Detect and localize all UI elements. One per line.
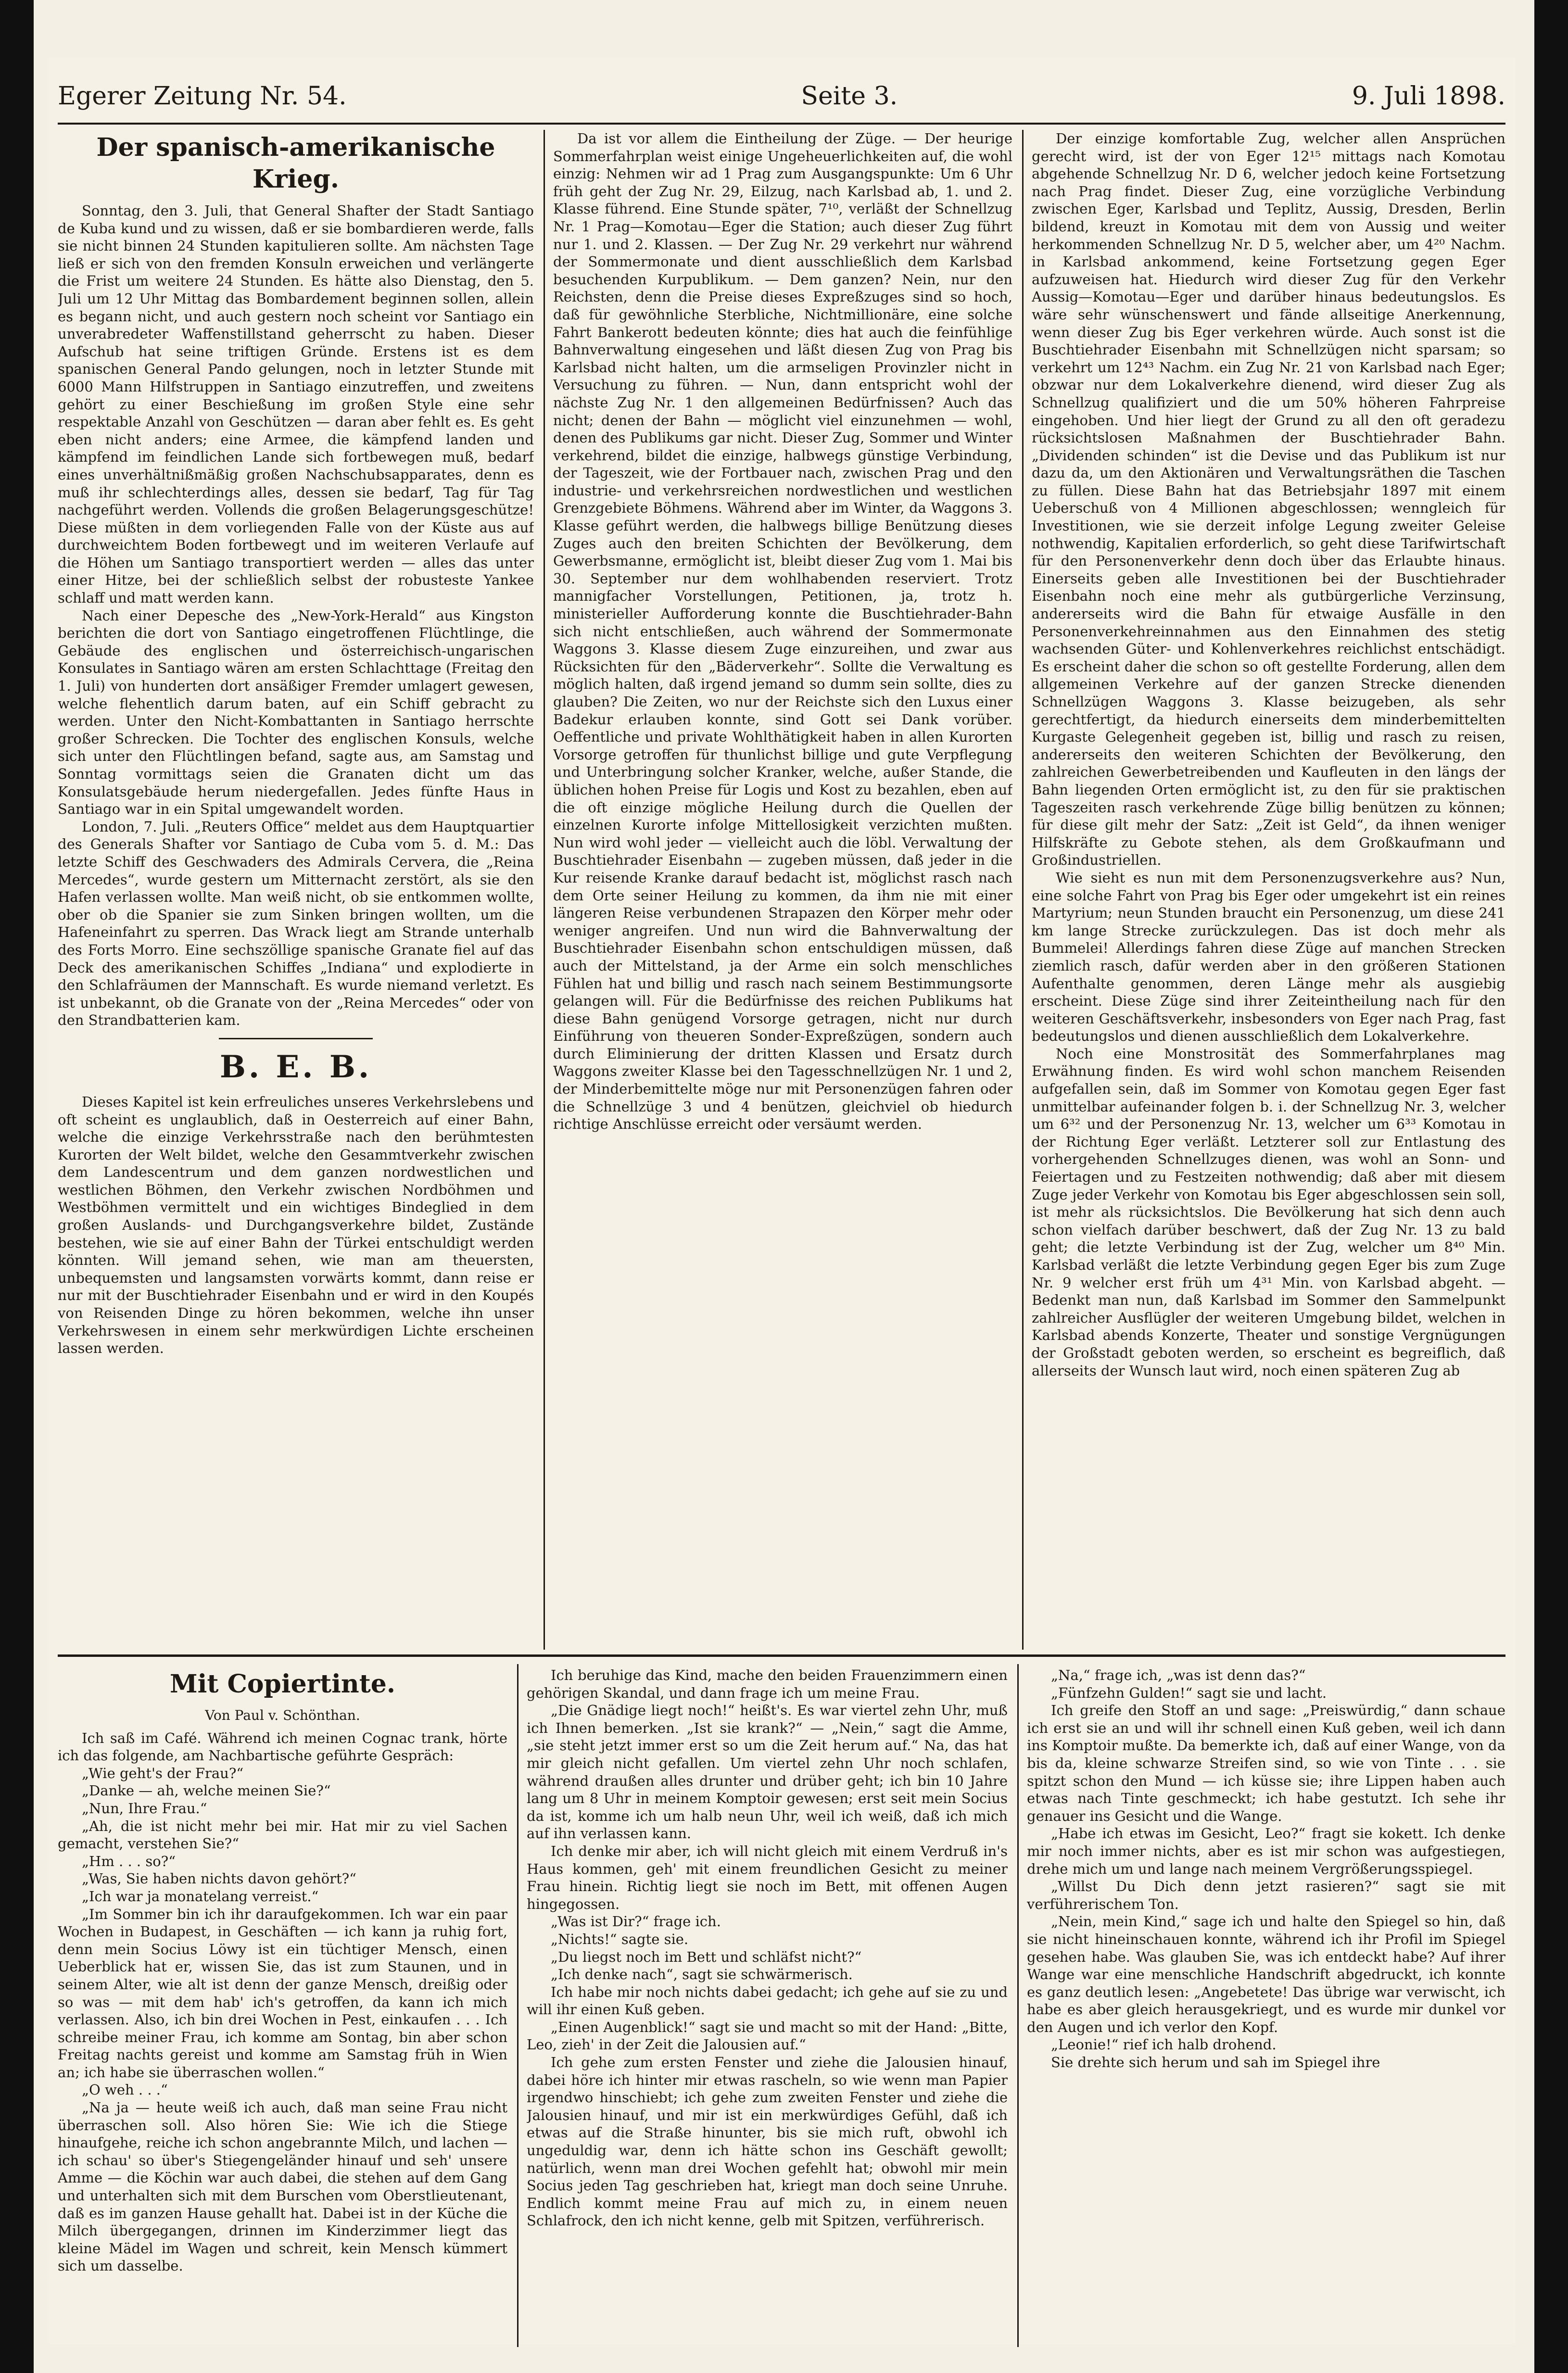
feuilleton-paragraph: Sie drehte sich herum und sah im Spiegel ihre (1051, 2054, 1380, 2071)
war-article-paragraph: Sonntag, den 3. Juli, that General Shafter der Stadt Santiago de Kuba kund und zu wissen, daß er sie bombardieren werde, falls sie nicht binnen 24 Stunden kapitulieren sollte. Am nächsten Tage ließ er sich von den fremden Konsuln erweichen und verlängerte die Frist um weitere 24 Stunden. Es hätte also Dienstag, den 5. Juli um 12 Uhr Mittag das Bombardement beginnen sollen, allein es begann nicht, und auch gestern noch scheint vor Santiago ein unverabredeter Waffenstillstand geherrscht zu haben. Dieser Aufschub hat seine triftigen Gründe. Erstens ist es dem spanischen General Pando gelungen, noch in letzter Stunde mit 6000 Mann Hilfstruppen in Santiago einzutreffen, und zweitens gehört zu einer Beschießung im großen Style eine sehr respektable Anzahl von Geschützen — daran aber fehlt es. Es geht eben nicht anders; eine Armee, die kämpfend landen und kämpfend im feindlichen Lande sich fortbewegen muß, bedarf eines unverhältnißmäßig großen Nachschubsapparates, denn es muß ihr schlechterdings alles, dessen sie bedarf, Tag für Tag nachgeführt werden. Vollends die großen Belagerungsgeschütze! Diese müßten in dem vorliegenden Falle von der Küste aus auf durchweichtem Boden fortbewegt und im weiteren Verlaufe auf die Höhen um Santiago transportiert werden — alles das unter einer Hitze, bei der schließlich selbst der robusteste Yankee schlaff und matt werden kann. (58, 202, 534, 606)
feuilleton-paragraph: „Na ja — heute weiß ich auch, daß man seine Frau nicht überraschen soll. Also hören Sie: Wie ich die Stiege hinaufgehe, reiche ich schon angebrannte Milch, und lachen — ich schau' so über's Stiegengeländer hinauf und seh' unsere Amme — die Köchin war auch dabei, die stehen auf dem Gang und unterhalten sich mit dem Burschen vom Oberstlieutenant, daß es im ganzen Hause gehallt hat. Dabei ist in der Küche die Milch übergegangen, drinnen im Kinderzimmer liegt das kleine Mädel im Wagen und schreit, kein Mensch kümmert sich um dasselbe. (58, 2099, 507, 2274)
feuilleton-byline: Von Paul v. Schönthan. (205, 1707, 360, 1723)
beb-article-paragraph: Noch eine Monstrosität des Sommerfahrplanes mag Erwähnung finden. Es wird wohl schon manchem Reisenden aufgefallen sein, daß im Sommer von Komotau gegen Eger fast unmittelbar aufeinander folgen b. i. der Schnellzug Nr. 3, welcher um 6³² und der Personenzug Nr. 13, welcher um 6³³ Komotau in der Richtung Eger verläßt. Letzterer soll zur Entlastung des vorhergehenden Schnellzuges dienen, was wohl an Sonn- und Feiertagen und zu Festzeiten nothwendig; daß aber mit diesem Zuge jeder Verkehr von Komotau bis Eger abgeschlossen sein soll, ist mehr als rücksichtslos. Die Bevölkerung hat sich denn auch schon vielfach darüber beschwert, daß der Zug Nr. 13 zu bald geht; die letzte Verbindung ist der Zug, welcher um 8⁴⁰ Min. Karlsbad verläßt die letzte Verbindung gegen Eger bis zum Zuge Nr. 9 welcher erst früh um 4³¹ Min. von Karlsbad abgeht. — Bedenkt man nun, daß Karlsbad im Sommer den Sammelpunkt zahlreicher Ausflügler der weiteren Umgebung bildet, welchen in Karlsbad abends Konzerte, Theater und sonstige Vergnügungen der Großstadt geboten werden, so erscheint es begreiflich, daß allerseits der Wunsch laut wird, noch einen späteren Zug ab (1032, 1045, 1505, 1379)
feuilleton-paragraph: „Hm . . . so?“ (82, 1853, 176, 1869)
feuilleton-paragraph: „Na,“ frage ich, „was ist denn das?“ (1051, 1667, 1306, 1683)
column-1 (58, 130, 534, 1652)
newspaper-sheet (48, 58, 1515, 2344)
masthead (58, 82, 1505, 111)
column-rule (1017, 1664, 1019, 2347)
feuilleton-paragraph: „Nun, Ihre Frau.“ (82, 1800, 207, 1817)
issue-date: 9. Juli 1898. (1352, 82, 1505, 111)
feuilleton-paragraph: „Nichts!“ sagte sie. (551, 1931, 689, 1947)
war-article-paragraph: Nach einer Depesche des „New-York-Herald“ aus Kingston berichten die dort von Santiago eingetroffenen Flüchtlinge, die Gebäude des englischen und österreichisch-ungarischen Konsulates in Santiago wären am ersten Schlachttage (Freitag den 1. Juli) von hunderten dort ansäßiger Fremder umlagert gewesen, welche flehentlich darum baten, auf ein Schiff gebracht zu werden. Unter den Nicht-Kombattanten in Santiago herrschte großer Schrecken. Die Tochter des englischen Konsuls, welche sich unter den Flüchtlingen befand, sagte aus, am Samstag und Sonntag vormittags seien die Granaten dicht um das Konsulatsgebäude herum niedergefallen. Jedes fünfte Haus in Santiago war in ein Spital umgewandelt worden. (58, 607, 534, 818)
feuilleton-paragraph: „Habe ich etwas im Gesicht, Leo?“ fragt sie kokett. Ich denke mir noch immer nichts, aber es ist mir schon was aufgestiegen, drehe mich um und lange nach meinem Vergrößerungsspiegel. (1027, 1825, 1505, 1877)
feuilleton-paragraph: „Ich war ja monatelang verreist.“ (82, 1888, 319, 1905)
feuilleton-column-2 (527, 1666, 1008, 2340)
page-number: Seite 3. (801, 82, 898, 111)
feuilleton-paragraph: Ich gehe zum ersten Fenster und ziehe die Jalousien hinauf, dabei höre ich hinter mir etwas rascheln, so wie wenn man Papier irgendwo hinschiebt; ich gehe zum zweiten Fenster und ziehe die Jalousien hinauf, und mir ist ein merkwürdiges Gefühl, daß ich etwas auf die Straße hinunter, bis sie mich ruft, obwohl ich ungeduldig war, denn ich hätte schon ins Geschäft gewollt; natürlich, wenn man drei Wochen gefehlt hat; obwohl mir mein Socius jeden Tag geschrieben hat, kriegt man doch seine Unruhe. Endlich kommt meine Frau auf mich zu, in einem neuen Schlafrock, den ich nicht kenne, gelb mit Spitzen, verführerisch. (527, 2054, 1008, 2229)
feuilleton-paragraph: Ich greife den Stoff an und sage: „Preiswürdig,“ dann schaue ich erst sie an und will ihr schnell einen Kuß geben, weil ich dann ins Komptoir mußte. Da bemerkte ich, daß auf einer Wange, von da bis da, kleine schwarze Streifen sind, so wie von Tinte . . . sie spitzt schon den Mund — ich küsse sie; ihre Lippen haben auch etwas nach Tinte geschmeckt; ich habe gestutzt. Ich sehe ihr genauer ins Gesicht und die Wange. (1027, 1702, 1505, 1824)
war-article-title: Der spanisch-amerikanische Krieg. (96, 133, 495, 194)
feuilleton-paragraph: Ich denke mir aber, ich will nicht gleich mit einem Verdruß in's Haus kommen, geh' mit einem freundlichen Gesicht zu meiner Frau hinein. Richtig liegt sie noch im Bett, mit offenen Augen hingegossen. (527, 1843, 1008, 1912)
feuilleton-paragraph: „Wie geht's der Frau?“ (82, 1765, 244, 1781)
feuilleton-paragraph: „Willst Du Dich denn jetzt rasieren?“ sagt sie mit verführerischem Ton. (1027, 1878, 1505, 1912)
feuilleton-paragraph: „Einen Augenblick!“ sagt sie und macht so mit der Hand: „Bitte, Leo, zieh' in der Zeit die Jalousien auf.“ (527, 2019, 1008, 2053)
masthead-rule (58, 123, 1505, 125)
feuilleton-paragraph: „Ich denke nach“, sagt sie schwärmerisch. (551, 1966, 853, 1983)
paper-issue: Egerer Zeitung Nr. 54. (58, 82, 347, 111)
feuilleton-paragraph: „Die Gnädige liegt noch!“ heißt's. Es war viertel zehn Uhr, muß ich Ihnen bemerken. „Ist sie krank?“ — „Nein,“ sagt die Amme, „sie steht jetzt immer erst so um die Zeit herum auf.“ Na, das hat mir gleich nicht gefallen. Um viertel zehn Uhr noch schlafen, während draußen alles drunter und drüber geht; ich bin 10 Jahre lang um 8 Uhr in meinem Komptoir gewesen; erst seit mein Socius da ist, komme ich um halb neun Uhr, weil ich weiß, daß ich mich auf ihn verlassen kann. (527, 1702, 1008, 1842)
feuilleton-paragraph: „Nein, mein Kind,“ sage ich und halte den Spiegel so hin, daß sie nicht hineinschauen konnte, während ich ihr Profil im Spiegel gesehen habe. Was glauben Sie, was ich entdeckt habe? Auf ihrer Wange war eine menschliche Handschrift abgedruckt, ich konnte es ganz deutlich lesen: „Angebetete! Das übrige war verwischt, ich habe es aber gleich herausgekriegt, und es wurde mir dunkel vor den Augen und ich verlor den Kopf. (1027, 1913, 1505, 2035)
beb-article-paragraph: Da ist vor allem die Eintheilung der Züge. — Der heurige Sommerfahrplan weist einige Ungeheuerlichkeiten auf, die wohl einzig: Nehmen wir ad 1 Prag zum Ausgangspunkte: Um 6 Uhr früh geht der Zug Nr. 29, Eilzug, nach Karlsbad ab, 1. und 2. Klasse führend. Eine Stunde später, 7¹⁰, verläßt der Schnellzug Nr. 1 Prag—Komotau—Eger die Station; auch dieser Zug führt nur 1. und 2. Klassen. — Der Zug Nr. 29 verkehrt nur während der Sommermonate und dient ausschließlich dem Karlsbad besuchenden Kurpublikum. — Dem ganzen? Nein, nur den Reichsten, denn die Preise dieses Expreßzuges sind so hoch, daß für gewöhnliche Sterbliche, Nichtmillionäre, eine solche Fahrt Bankerott bedeuten könnte; dies hat auch die feinfühlige Bahnverwaltung eingesehen und läßt diesen Zug von Prag bis Karlsbad nicht halten, um die armseligen Provinzler nicht in Versuchung zu führen. — Nun, dann entspricht wohl der nächste Zug Nr. 1 den allgemeinen Bedürfnissen? Auch das nicht; denen der Bahn — möglicht viel einzunehmen — wohl, denen des Publikums gar nicht. Dieser Zug, Sommer und Winter verkehrend, bildet die einzige, halbwegs günstige Verbindung, der Tageszeit, wie der Fortbauer nach, zwischen Prag und den industrie- und verkehrsreichen nordwestlichen und westlichen Grenzgebiete Böhmens. Während aber im Winter, da Waggons 3. Klasse geführt werden, die halbwegs billige Benützung dieses Zuges auch den breiten Schichten der Bevölkerung, dem Gewerbsmanne, ermöglicht ist, bleibt dieser Zug vom 1. Mai bis 30. September nur dem wohlhabenden reserviert. Trotz mannigfacher Vorstellungen, Petitionen, ja, trotz h. ministerieller Aufforderung konnte die Buschtiehrader-Bahn sich nicht entschließen, auch während der Sommermonate Waggons 3. Klasse diesem Zuge einzureihen, und zwar aus Rücksichten für den „Bäderverkehr“. Sollte die Verwaltung es möglich halten, daß irgend jemand so dumm sein sollte, dies zu glauben? Die Zeiten, wo nur der Reichste sich den Luxus einer Badekur erlauben konnte, sind Gott sei Dank vorüber. Oeffentliche und private Wohlthätigkeit haben in allen Kurorten Vorsorge getroffen für thunlichst billige und gute Verpflegung und Unterbringung solcher Kranker, welche, außer Stande, die üblichen hohen Preise für Logis und Kost zu bezahlen, eben auf die oft einzige mögliche Heilung durch die Quellen der einzelnen Kurorte infolge Mittellosigkeit verzichten mußten. Nun wird wohl jeder — vielleicht auch die löbl. Verwaltung der Buschtiehrader Eisenbahn — zugeben müssen, daß jeder in die Kur reisende Kranke darauf bedacht ist, möglichst rasch nach dem Orte seiner Heilung zu kommen, da ihm nie mit einer längeren Reise verbundenen Strapazen den Körper mehr oder weniger angreifen. Und nun wird die Bahnverwaltung der Buschtiehrader Eisenbahn schon entschuldigen müssen, daß auch der Mittelstand, ja der Arme ein solch menschliches Fühlen hat und billig und rasch nach seinem Bestimmungsorte gelangen will. Für die Bedürfnisse des reichen Publikums hat diese Bahn genügend Vorsorge getragen, nicht nur durch Einführung von theueren Sonder-Expreßzügen, sondern auch durch Eliminierung der dritten Klassen und Ersatz durch Waggons zweiter Klasse bei den Tagesschnellzügen Nr. 1 und 2, der Minderbemittelte möge nur mit Personenzügen fahren oder die Schnellzüge 3 und 4 benützen, gleichviel ob hiedurch richtige Anschlüsse erreicht oder versäumt werden. (553, 130, 1012, 1133)
feuilleton-paragraph: „Fünfzehn Gulden!“ sagt sie und lacht. (1051, 1684, 1327, 1701)
feuilleton-title: Mit Copiertinte. (170, 1669, 395, 1699)
feuilleton-paragraph: „Ah, die ist nicht mehr bei mir. Hat mir zu viel Sachen gemacht, verstehen Sie?“ (58, 1818, 507, 1852)
feuilleton-paragraph: Ich beruhige das Kind, mache den beiden Frauenzimmern einen gehörigen Skandal, und dann frage ich um meine Frau. (527, 1667, 1008, 1701)
beb-article-title: B. E. B. (219, 1048, 372, 1085)
column-rule (517, 1664, 518, 2347)
feuilleton-paragraph: „Leonie!“ rief ich halb drohend. (1051, 2036, 1277, 2053)
feuilleton-paragraph: „Danke — ah, welche meinen Sie?“ (82, 1782, 331, 1799)
feuilleton-paragraph: „Du liegst noch im Bett und schläfst nicht?“ (551, 1948, 862, 1965)
scan-border-right (1534, 0, 1568, 2373)
column-3 (1032, 130, 1505, 1652)
feuilleton-paragraph: „Im Sommer bin ich ihr daraufgekommen. Ich war ein paar Wochen in Budapest, in Geschäften — ich kann ja ruhig fort, denn mein Socius Löwy ist ein tüchtiger Mensch, einen Ueberblick hat er, wissen Sie, das ist zum Staunen, und in seinem Alter, wie alt ist denn der ganze Mensch, dreißig oder so was — mit dem hab' ich's getroffen, da kann ich mich verlassen. Also, ich bin drei Wochen in Pest, einkaufen . . . Ich schreibe meiner Frau, ich komme am Sontag, bin aber schon Freitag nachts gereist und komme am Samstag früh in Wien an; ich habe sie überraschen wollen.“ (58, 1906, 507, 2081)
feuilleton-paragraph: Ich saß im Café. Während ich meinen Cognac trank, hörte ich das folgende, am Nachbartische geführte Gespräch: (58, 1729, 507, 1764)
article-divider (219, 1038, 373, 1039)
war-article-paragraph: London, 7. Juli. „Reuters Office“ meldet aus dem Hauptquartier des Generals Shafter vor Santiago de Cuba vom 5. d. M.: Das letzte Schiff des Geschwaders des Admirals Cervera, die „Reina Mercedes“, wurde gestern um Mitternacht zerstört, als sie den Hafen verlassen wollte. Man weiß nicht, ob sie entkommen wollte, ober ob die Spanier sie zum Sinken bringen wollten, um die Hafeneinfahrt zu sperren. Das Wrack liegt am Strande unterhalb des Forts Morro. Eine sechszöllige spanische Granate fiel auf das Deck des amerikanischen Schiffes „Indiana“ und explodierte in den Schlafräumen der Mannschaft. Es wurde niemand verletzt. Es ist unbekannt, ob die Granate von der „Reina Mercedes“ oder von den Strandbatterien kam. (58, 818, 534, 1029)
feuilleton-paragraph: „Was ist Dir?“ frage ich. (551, 1913, 721, 1930)
beb-article-paragraph: Wie sieht es nun mit dem Personenzugsverkehre aus? Nun, eine solche Fahrt von Prag bis Eger oder umgekehrt ist ein reines Martyrium; neun Stunden braucht ein Personenzug, um diese 241 km lange Strecke zurückzulegen. Das ist doch mehr als Bummelei! Allerdings fahren diese Züge auf manchen Strecken ziemlich rasch, dafür werden aber in den größeren Stationen Aufenthalte genommen, deren Länge mehr als ausgiebig erscheint. Diese Züge sind ihrer Zeiteintheilung nach für den weiteren Geschäftsverkehr, insbesonders von Eger nach Prag, fast bedeutungslos und dienen ausschließlich dem Lokalverkehre. (1032, 869, 1505, 1045)
column-2 (553, 130, 1012, 1652)
column-rule (1022, 130, 1024, 1650)
scan-border-left (0, 0, 34, 2373)
feuilleton-separator-rule (58, 1654, 1505, 1657)
feuilleton-paragraph: „Was, Sie haben nichts davon gehört?“ (82, 1870, 356, 1887)
beb-article-paragraph: Dieses Kapitel ist kein erfreuliches unseres Verkehrslebens und oft scheint es unglaublich, daß in Oesterreich auf einer Bahn, welche die einzige Verkehrsstraße nach den berühmtesten Kurorten der Welt bildet, welche den Gesammtverkehr zwischen dem Landescentrum und dem ganzen nordwestlichen und westlichen Böhmen, den Verkehr zwischen Nordböhmen und Westböhmen vermittelt und ein wichtiges Bindeglied in dem großen Auslands- und Durchgangsverkehre bildet, Zustände bestehen, wie sie auf einer Bahn der Türkei entschuldigt werden könnten. Will jemand sehen, wie man am theuersten, unbequemsten und langsamsten vorwärts kommt, dann reise er nur mit der Buschtiehrader Eisenbahn und er wird in den Koupés von Reisenden Dinge zu hören bekommen, welche ihn unser Verkehrswesen in einem sehr merkwürdigen Lichte erscheinen lassen werden. (58, 1093, 534, 1357)
feuilleton-paragraph: Ich habe mir noch nichts dabei gedacht; ich gehe auf sie zu und will ihr einen Kuß geben. (527, 1983, 1008, 2018)
beb-article-paragraph: Der einzige komfortable Zug, welcher allen Ansprüchen gerecht wird, ist der von Eger 12¹⁵ mittags nach Komotau abgehende Schnellzug Nr. D 6, welcher jedoch keine Fortsetzung nach Prag findet. Dieser Zug, eine vorzügliche Verbindung zwischen Eger, Karlsbad und Teplitz, Aussig, Dresden, Berlin bildend, kreuzt in Komotau mit dem von Aussig und weiter herkommenden Schnellzug Nr. D 5, welcher aber, um 4²⁰ Nachm. in Karlsbad ankommend, keine Fortsetzung gegen Eger aufzuweisen hat. Hiedurch wird dieser Zug für den Verkehr Aussig—Komotau—Eger und darüber hinaus bedeutungslos. Es wäre sehr wünschenswert und fände allseitige Anerkennung, wenn dieser Zug bis Eger verkehren würde. Auch sonst ist die Buschtiehrader Eisenbahn mit Schnellzügen nicht sparsam; so verkehrt um 12⁴³ Nachm. ein Zug Nr. 21 von Karlsbad nach Eger; obzwar nur dem Lokalverkehre dienend, wird dieser Zug als Schnellzug qualifiziert und die um 50% höheren Fahrpreise eingehoben. Und hier liegt der Grund zu all den oft geradezu rücksichtslosen Maßnahmen der Buschtiehrader Bahn. „Dividenden schinden“ ist die Devise und das Publikum ist nur dazu da, um den Aktionären und Verwaltungsräthen die Taschen zu füllen. Diese Bahn hat das Betriebsjahr 1897 mit einem Ueberschuß von 4 Millionen abgeschlossen; wenngleich für Investitionen, wie sie derzeit infolge Legung zweiter Geleise nothwendig, Kapitalien erforderlich, so geht diese Tarifwirtschaft für den Personenverkehr denn doch über das Erlaubte hinaus. Einerseits geben alle Investitionen bei der Buschtiehrader Eisenbahn noch eine mehr als gutbürgerliche Verzinsung, andererseits wird die Bahn für etwaige Ausfälle in den Personenverkehreinnahmen aus den Einnahmen des stetig wachsenden Güter- und Kohlenverkehres reichlichst entschädigt. Es erscheint daher die schon so oft gestellte Forderung, allen dem allgemeinen Verkehre auf der ganzen Strecke dienenden Schnellzügen Waggons 3. Klasse beizugeben, als sehr gerechtfertigt, da hiedurch einerseits dem minderbemittelten Kurgaste Gelegenheit gegeben ist, billig und rasch zu reisen, andererseits den weiteren Schichten der Bevölkerung, den zahlreichen Gewerbetreibenden und Kaufleuten in den längs der Bahn liegenden Orten ermöglicht ist, zu den für sie praktischen Tageszeiten rasch verkehrende Züge billig benützen zu können; für diese gilt mehr der Satz: „Zeit ist Geld“, da ihnen weniger Hilfskräfte zu Gebote stehen, als dem Großkaufmann und Großindustriellen. (1032, 130, 1505, 869)
feuilleton-column-1 (58, 1666, 507, 2340)
feuilleton-paragraph: „O weh . . .“ (82, 2082, 168, 2098)
column-rule (544, 130, 545, 1650)
feuilleton-column-3 (1027, 1666, 1505, 2340)
